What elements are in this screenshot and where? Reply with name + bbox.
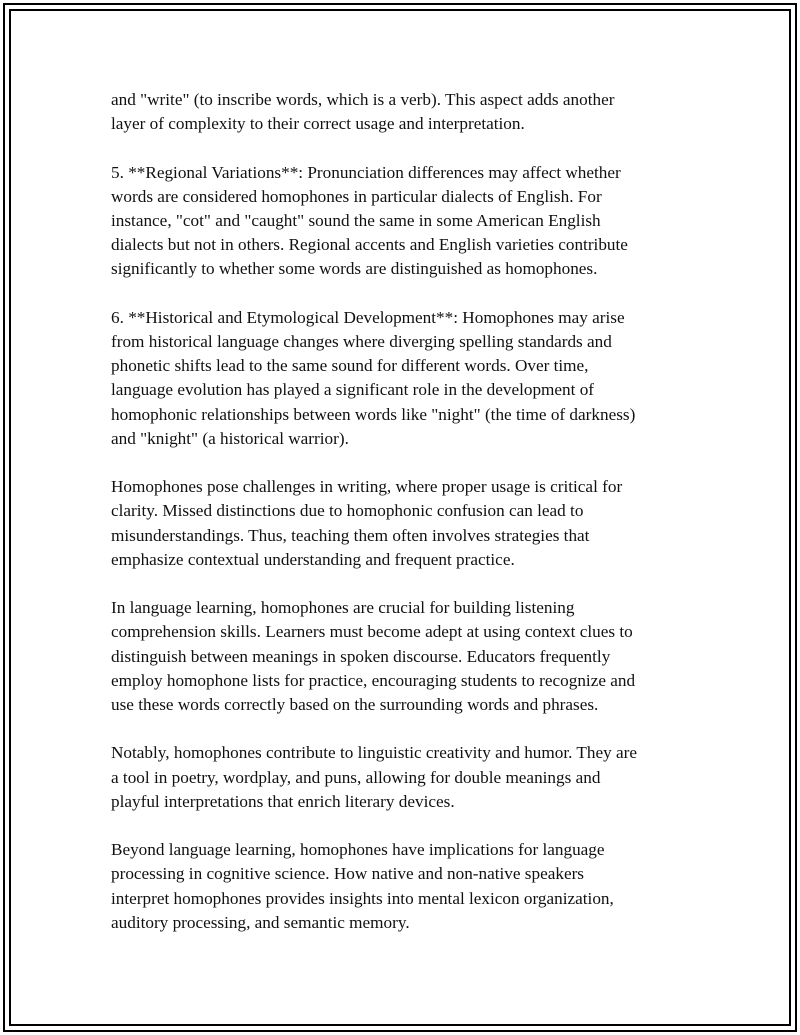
paragraph-regional-variations: 5. **Regional Variations**: Pronunciation differences may affect whether words are considered homophones in particular dialects of English. For instance, "cot" and "caught" sound the same in some American English dialects but not in others. Regional accents and English varieties contribute significantly to whether some words are distinguished as homophones. bbox=[111, 162, 628, 279]
paragraph-creativity-humor: Notably, homophones contribute to linguistic creativity and humor. They are a tool in poetry, wordplay, and puns, allowing for double meanings and playful interpretations that enrich literary devices. bbox=[111, 743, 638, 811]
document-body bbox=[111, 88, 686, 935]
paragraph-language-learning: In language learning, homophones are crucial for building listening comprehension skills. Learners must become adept at using context clues to distinguish between meanings in spoken discourse. Educators frequently employ homophone lists for practice, encouraging students to recognize and use these words correctly based on the surrounding words and phrases. bbox=[111, 598, 636, 715]
paragraph-writing-challenges: Homophones pose challenges in writing, where proper usage is critical for clarity. Missed distinctions due to homophonic confusion can lead to misunderstandings. Thus, teaching them often involves strategies that emphasize contextual understanding and frequent practice. bbox=[111, 477, 623, 569]
paragraph-cognitive-science: Beyond language learning, homophones have implications for language processing in cognitive science. How native and non-native speakers interpret homophones provides insights into mental lexicon organization, auditory processing, and semantic memory. bbox=[111, 840, 614, 932]
paragraph-write-continuation: and "write" (to inscribe words, which is a verb). This aspect adds another layer of complexity to their correct usage and interpretation. bbox=[111, 90, 615, 134]
paragraph-historical-development: 6. **Historical and Etymological Development**: Homophones may arise from historical language changes where diverging spelling standards and phonetic shifts lead to the same sound for different words. Over time, language evolution has played a significant role in the development of homophonic relationships between words like "night" (the time of darkness) and "knight" (a historical warrior). bbox=[111, 307, 636, 448]
